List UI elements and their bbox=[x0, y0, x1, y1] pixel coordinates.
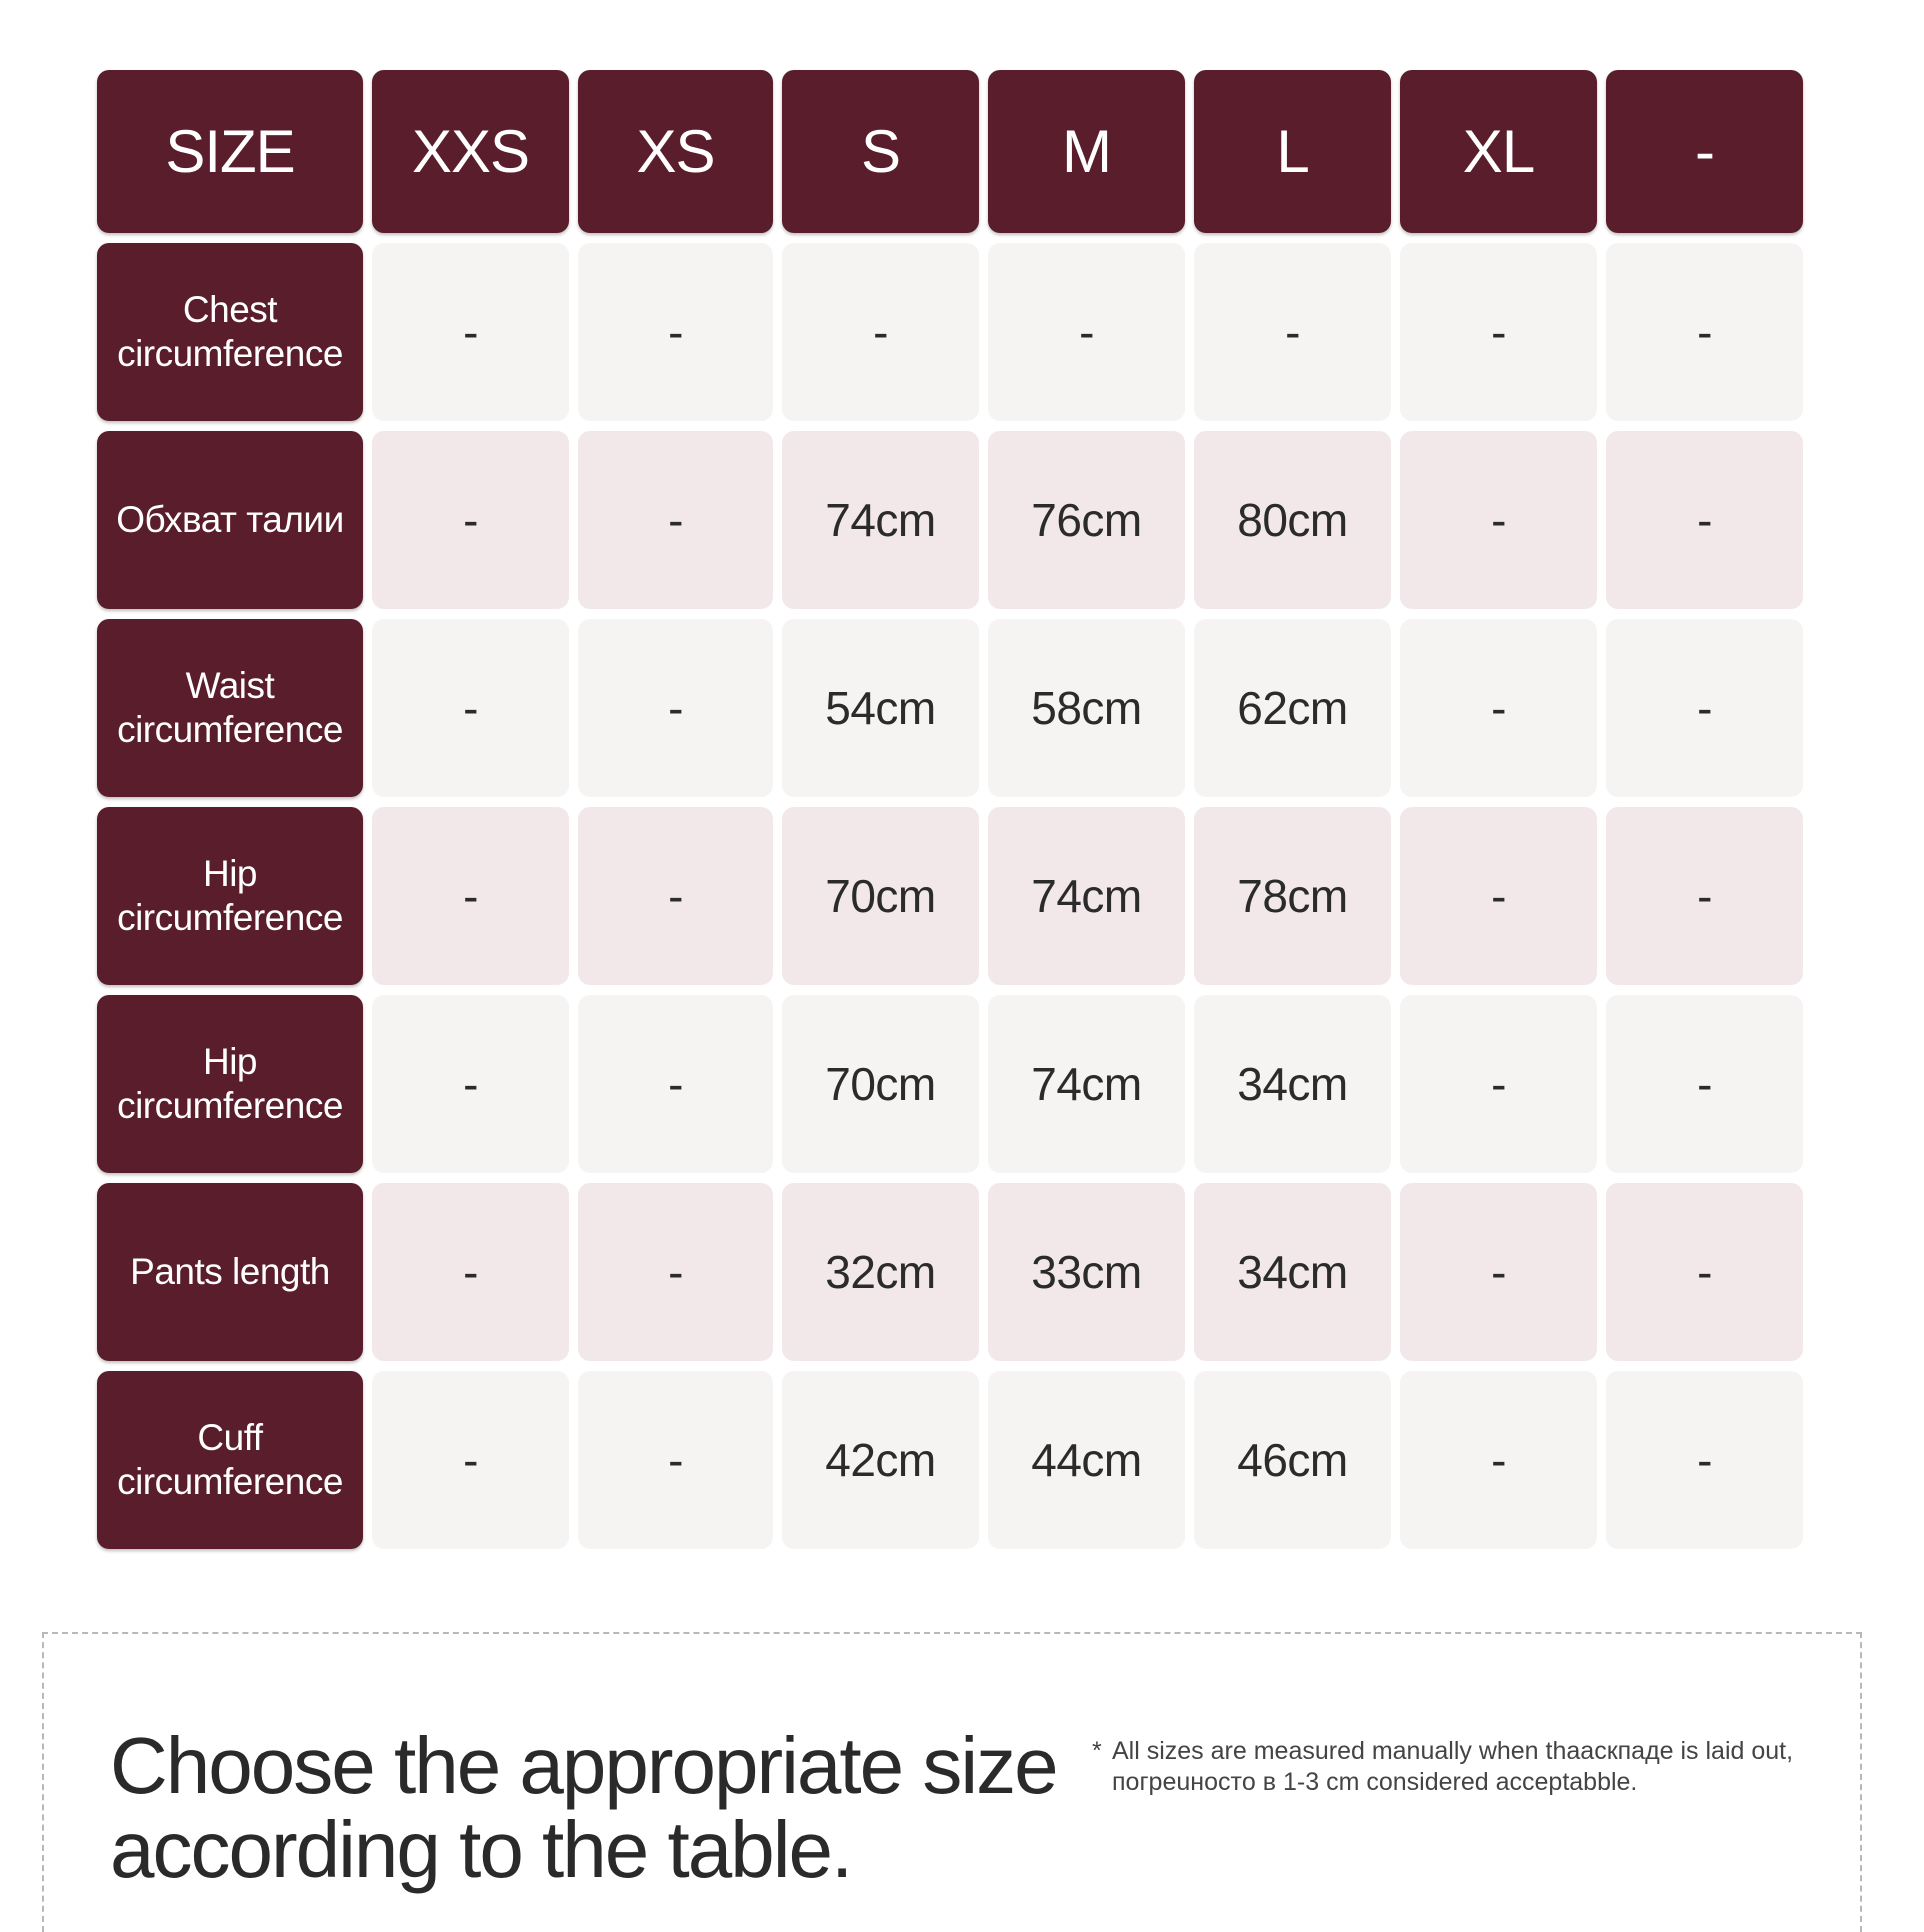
table-cell: - bbox=[578, 1183, 773, 1361]
size-advice-headline: Choose the appropriate size according to the table. bbox=[110, 1721, 1057, 1894]
table-cell: 34cm bbox=[1194, 1183, 1391, 1361]
table-cell: - bbox=[578, 431, 773, 609]
table-cell: 74cm bbox=[988, 807, 1185, 985]
table-cell: - bbox=[1194, 243, 1391, 421]
measurement-footnote bbox=[1092, 1736, 1832, 1798]
table-cell: - bbox=[1400, 431, 1597, 609]
table-cell: - bbox=[372, 1371, 569, 1549]
table-cell: - bbox=[372, 243, 569, 421]
table-cell: 54cm bbox=[782, 619, 979, 797]
table-cell: 70cm bbox=[782, 995, 979, 1173]
size-header-l: L bbox=[1194, 70, 1391, 233]
table-cell: - bbox=[1606, 243, 1803, 421]
size-header-corner: SIZE bbox=[97, 70, 363, 233]
size-chart-table bbox=[97, 70, 1803, 1549]
size-header-s: S bbox=[782, 70, 979, 233]
table-cell: - bbox=[578, 243, 773, 421]
size-note-panel bbox=[42, 1632, 1862, 1932]
row-label: Chest circumference bbox=[97, 243, 363, 421]
table-cell: 34cm bbox=[1194, 995, 1391, 1173]
size-header-m: M bbox=[988, 70, 1185, 233]
table-cell: - bbox=[372, 431, 569, 609]
table-cell: - bbox=[578, 807, 773, 985]
table-cell: 46cm bbox=[1194, 1371, 1391, 1549]
size-header-extra: - bbox=[1606, 70, 1803, 233]
table-cell: - bbox=[1606, 431, 1803, 609]
table-cell: 33cm bbox=[988, 1183, 1185, 1361]
footnote-text: All sizes are measured manually when thaacкпаде is laid out, погреuностo в 1-3 cm considered acceptabble. bbox=[1112, 1737, 1794, 1796]
table-cell: - bbox=[372, 807, 569, 985]
table-cell: - bbox=[372, 1183, 569, 1361]
table-cell: 44cm bbox=[988, 1371, 1185, 1549]
table-cell: - bbox=[988, 243, 1185, 421]
row-label: Pants length bbox=[97, 1183, 363, 1361]
table-cell: 78cm bbox=[1194, 807, 1391, 985]
table-cell: - bbox=[1400, 243, 1597, 421]
row-label: Обхват талии bbox=[97, 431, 363, 609]
row-label: Waist circumference bbox=[97, 619, 363, 797]
table-cell: - bbox=[1606, 1371, 1803, 1549]
table-cell: - bbox=[578, 1371, 773, 1549]
table-cell: - bbox=[578, 995, 773, 1173]
table-cell: 32cm bbox=[782, 1183, 979, 1361]
row-label: Hip circumference bbox=[97, 807, 363, 985]
table-cell: 80cm bbox=[1194, 431, 1391, 609]
table-cell: 42cm bbox=[782, 1371, 979, 1549]
table-cell: 74cm bbox=[988, 995, 1185, 1173]
table-cell: - bbox=[1606, 1183, 1803, 1361]
table-cell: - bbox=[1400, 619, 1597, 797]
size-header-xs: XS bbox=[578, 70, 773, 233]
table-cell: - bbox=[1400, 1371, 1597, 1549]
footnote-asterisk: * bbox=[1092, 1737, 1102, 1765]
row-label: Hip circumference bbox=[97, 995, 363, 1173]
table-cell: 70cm bbox=[782, 807, 979, 985]
table-cell: - bbox=[1606, 995, 1803, 1173]
table-cell: - bbox=[578, 619, 773, 797]
table-cell: 74cm bbox=[782, 431, 979, 609]
table-cell: - bbox=[372, 619, 569, 797]
table-cell: 58cm bbox=[988, 619, 1185, 797]
table-cell: - bbox=[1400, 1183, 1597, 1361]
row-label: Cuff circumference bbox=[97, 1371, 363, 1549]
table-cell: - bbox=[782, 243, 979, 421]
table-cell: - bbox=[372, 995, 569, 1173]
table-cell: - bbox=[1400, 995, 1597, 1173]
table-cell: - bbox=[1400, 807, 1597, 985]
table-cell: - bbox=[1606, 619, 1803, 797]
table-cell: 76cm bbox=[988, 431, 1185, 609]
size-header-xl: XL bbox=[1400, 70, 1597, 233]
table-cell: - bbox=[1606, 807, 1803, 985]
table-cell: 62cm bbox=[1194, 619, 1391, 797]
size-header-xxs: XXS bbox=[372, 70, 569, 233]
